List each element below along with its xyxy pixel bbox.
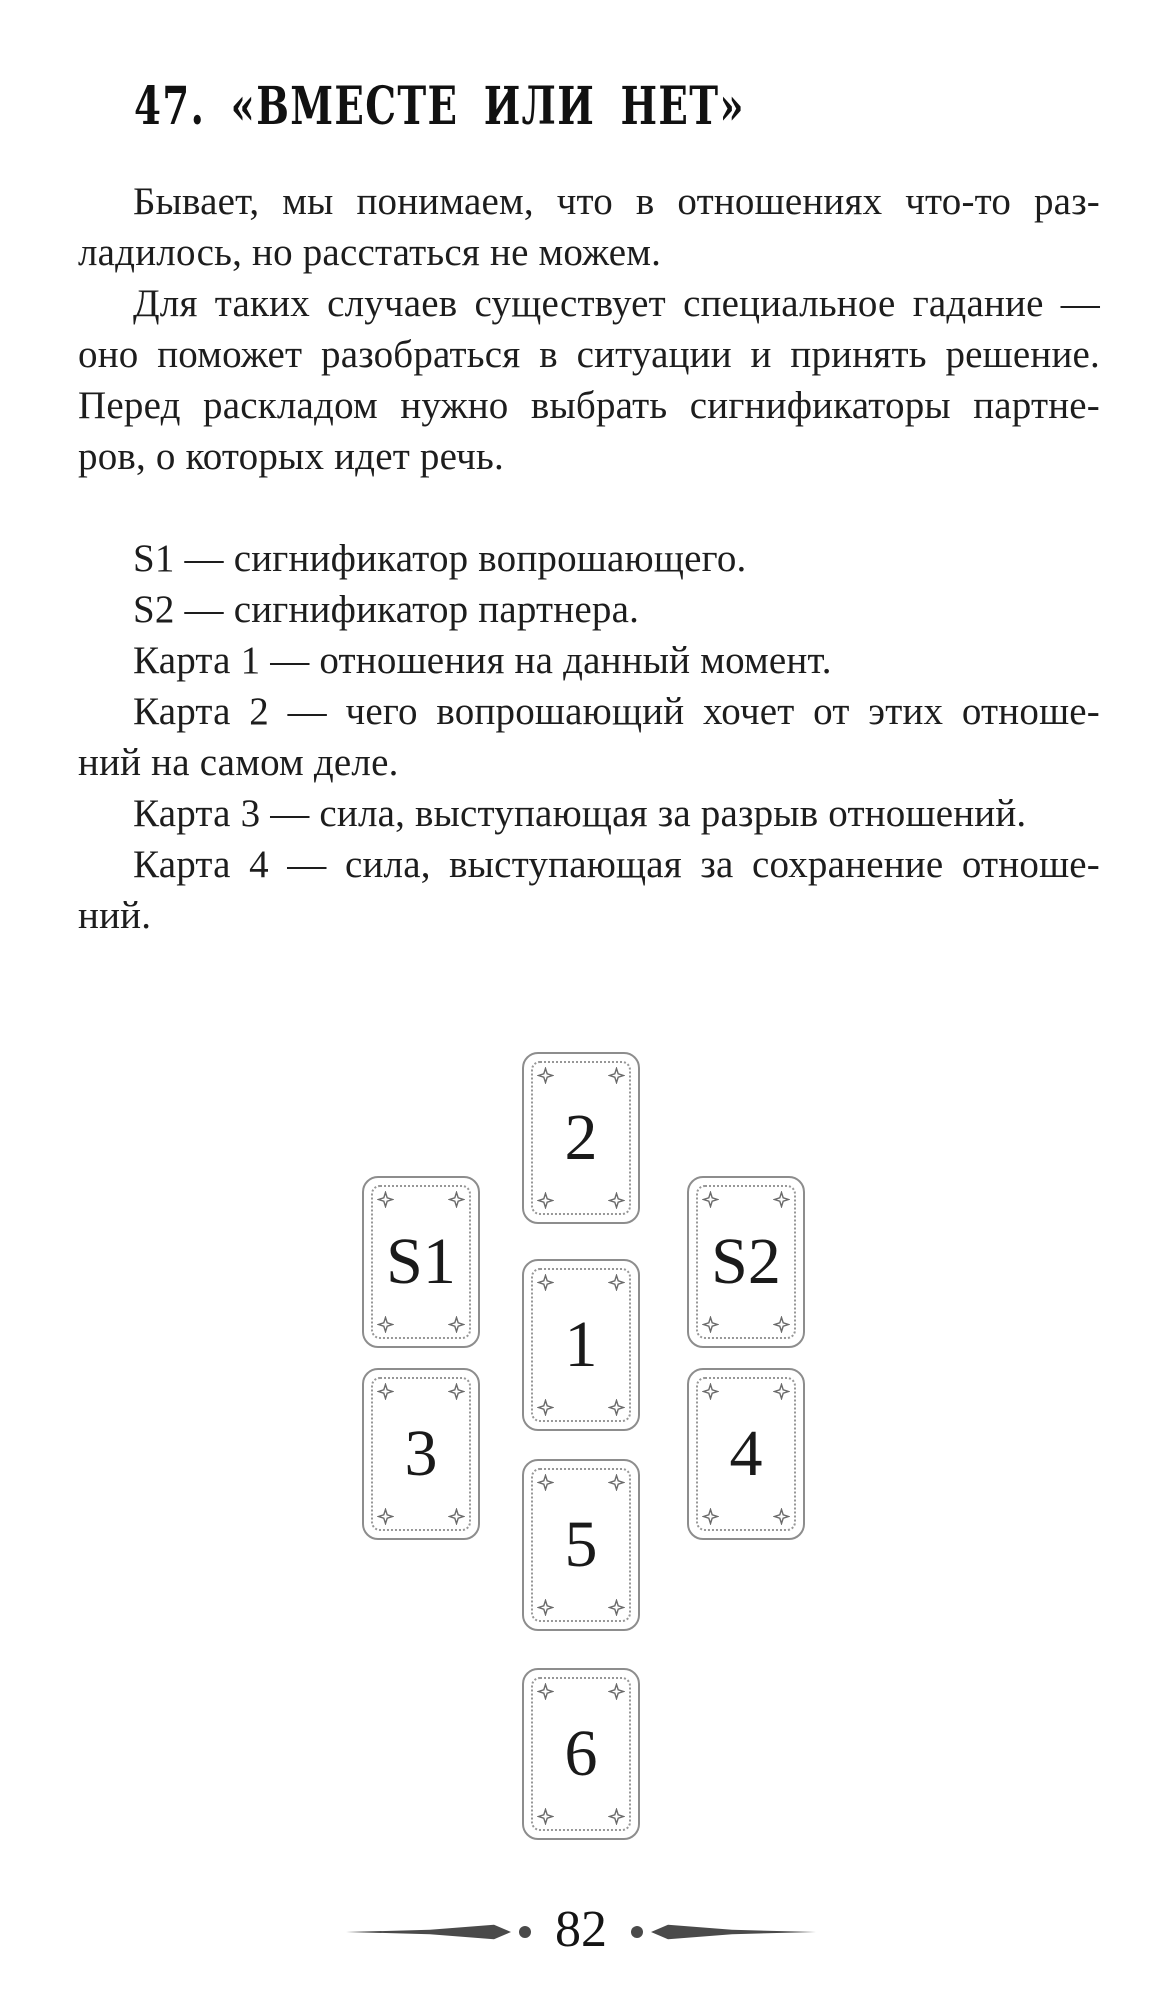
text-line: Карта 3 — сила, выступающая за разрыв отношений.: [133, 792, 1027, 835]
text-line-blank: [78, 482, 1100, 533]
tapered-rule-icon: [346, 1924, 511, 1940]
dot-icon: [519, 1926, 531, 1938]
text-line: S1 — сигнификатор вопрошающего.: [133, 537, 747, 580]
text-line: Для таких случаев существует специальное гадание —: [133, 282, 1100, 325]
tarot-card-5: [522, 1459, 640, 1631]
text-line: Карта 1 — отношения на данный момент.: [133, 639, 832, 682]
text-line: оно поможет разобраться в ситуации и принять решение.: [78, 333, 1100, 376]
card-label: S1: [386, 1225, 456, 1298]
tarot-card-3: [362, 1368, 480, 1540]
text-line: Карта 4 — сила, выступающая за сохранение отноше-: [133, 843, 1100, 886]
card-label: 1: [564, 1308, 598, 1381]
page-number: 82: [555, 1901, 607, 1958]
tarot-card-2: [522, 1052, 640, 1224]
tarot-card-1: [522, 1259, 640, 1431]
card-label: 4: [729, 1417, 763, 1490]
card-label: 5: [564, 1508, 598, 1581]
text-line: ров, о которых идет речь.: [78, 435, 504, 478]
text-line: ний.: [78, 894, 152, 937]
text-line: ладилось, но расстаться не можем.: [78, 231, 662, 274]
card-label: 3: [404, 1417, 438, 1490]
card-label: S2: [711, 1225, 781, 1298]
tapered-rule-icon: [651, 1924, 816, 1940]
dot-icon: [631, 1926, 643, 1938]
body-text: [78, 176, 1100, 941]
chapter-title: 47. «ВМЕСТЕ ИЛИ НЕТ»: [134, 76, 745, 138]
text-line: Перед раскладом нужно выбрать сигнификаторы партне-: [78, 384, 1100, 427]
tarot-card-s2: [687, 1176, 805, 1348]
text-line: Карта 2 — чего вопрошающий хочет от этих отноше-: [133, 690, 1100, 733]
text-line: S2 — сигнификатор партнера.: [133, 588, 640, 631]
card-label: 2: [564, 1101, 598, 1174]
text-line: ний на самом деле.: [78, 741, 399, 784]
card-label: 6: [564, 1717, 598, 1790]
text-line: Бывает, мы понимаем, что в отношениях что-то раз-: [133, 180, 1100, 223]
tarot-card-4: [687, 1368, 805, 1540]
tarot-card-6: [522, 1668, 640, 1840]
tarot-card-s1: [362, 1176, 480, 1348]
page-footer: [0, 1900, 1162, 1964]
